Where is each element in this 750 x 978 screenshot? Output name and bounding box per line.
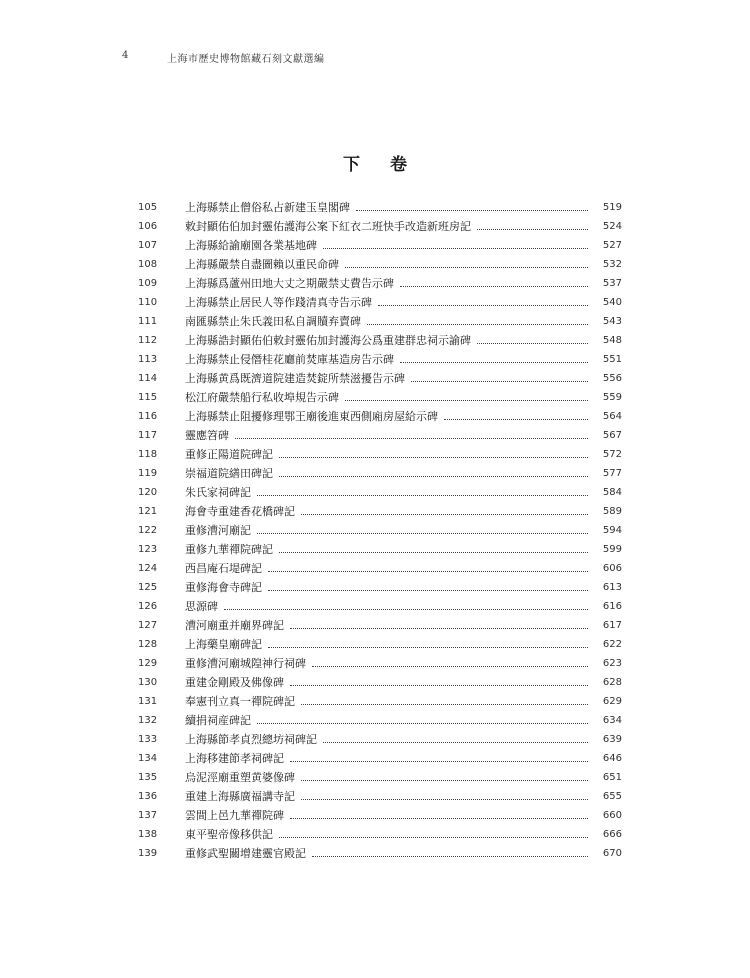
toc-dot-leader	[301, 703, 588, 705]
toc-entry-page: 527	[602, 240, 622, 251]
toc-entry-number: 122	[138, 525, 158, 536]
toc-entry-page: 628	[602, 677, 622, 688]
toc-entry-title: 續捐祠産碑記	[185, 714, 251, 727]
toc-entry	[138, 198, 622, 217]
toc-entry-number: 135	[138, 772, 158, 783]
toc-dot-leader	[477, 342, 588, 344]
toc-entry-number: 127	[138, 620, 158, 631]
toc-entry-title: 重建金剛殿及佛像碑	[185, 676, 284, 689]
toc-dot-leader	[477, 228, 588, 230]
toc-entry	[138, 350, 622, 369]
toc-entry-number: 138	[138, 829, 158, 840]
toc-entry	[138, 673, 622, 692]
toc-entry-title: 重修海會寺碑記	[185, 581, 262, 594]
toc-entry	[138, 768, 622, 787]
toc-entry-number: 139	[138, 848, 158, 859]
toc-entry	[138, 578, 622, 597]
toc-dot-leader	[290, 684, 588, 686]
toc-entry	[138, 711, 622, 730]
toc-entry	[138, 312, 622, 331]
toc-entry-page: 613	[602, 582, 622, 593]
toc-entry-title: 上海縣嚴禁自盡圖賴以重民命碑	[185, 258, 339, 271]
toc-entry-number: 126	[138, 601, 158, 612]
toc-entry	[138, 749, 622, 768]
toc-entry-page: 617	[602, 620, 622, 631]
toc-entry-number: 110	[138, 297, 158, 308]
book-title: 上海市歷史博物館藏石刻文獻選編	[167, 54, 325, 65]
toc-entry-title: 敕封顯佑伯加封靈佑護海公案下紅衣二班快手改造新班房記	[185, 220, 471, 233]
toc-dot-leader	[257, 494, 588, 496]
toc-dot-leader	[279, 456, 588, 458]
toc-entry-number: 119	[138, 468, 158, 479]
toc-dot-leader	[356, 209, 588, 211]
toc-entry-number: 111	[138, 316, 158, 327]
toc-entry-title: 重修九華禪院碑記	[185, 543, 273, 556]
toc-dot-leader	[290, 817, 588, 819]
toc-dot-leader	[224, 608, 588, 610]
toc-entry-title: 烏泥涇廟重塑黄婆像碑	[185, 771, 295, 784]
toc-entry-number: 137	[138, 810, 158, 821]
toc-entry-page: 660	[602, 810, 622, 821]
toc-entry-number: 114	[138, 373, 158, 384]
toc-dot-leader	[411, 380, 588, 382]
toc-entry	[138, 635, 622, 654]
section-title-char-2: 卷	[390, 155, 407, 175]
toc-entry	[138, 274, 622, 293]
toc-entry-page: 559	[602, 392, 622, 403]
toc-dot-leader	[268, 646, 588, 648]
toc-entry-page: 577	[602, 468, 622, 479]
toc-entry-page: 629	[602, 696, 622, 707]
toc-entry-number: 134	[138, 753, 158, 764]
toc-entry-number: 118	[138, 449, 158, 460]
toc-entry	[138, 692, 622, 711]
toc-entry-number: 125	[138, 582, 158, 593]
toc-entry-number: 112	[138, 335, 158, 346]
toc-dot-leader	[268, 570, 588, 572]
toc-dot-leader	[279, 551, 588, 553]
toc-entry-page: 551	[602, 354, 622, 365]
toc-entry-page: 519	[602, 202, 622, 213]
toc-entry	[138, 464, 622, 483]
toc-entry-title: 上海藥皇廟碑記	[185, 638, 262, 651]
toc-entry	[138, 331, 622, 350]
toc-dot-leader	[279, 475, 588, 477]
toc-entry	[138, 559, 622, 578]
toc-entry-number: 120	[138, 487, 158, 498]
toc-entry-number: 108	[138, 259, 158, 270]
toc-entry-number: 131	[138, 696, 158, 707]
toc-entry-title: 上海縣給諭廟園各業基地碑	[185, 239, 317, 252]
table-of-contents	[138, 198, 622, 863]
toc-entry	[138, 236, 622, 255]
toc-entry-title: 上海移建節孝祠碑記	[185, 752, 284, 765]
toc-dot-leader	[235, 437, 588, 439]
toc-entry-title: 東平聖帝像移供記	[185, 828, 273, 841]
toc-dot-leader	[301, 513, 588, 515]
section-title-char-1: 下	[343, 155, 360, 175]
toc-entry	[138, 844, 622, 863]
toc-entry	[138, 787, 622, 806]
toc-entry-page: 537	[602, 278, 622, 289]
toc-entry-title: 上海縣爲蘆州田地大丈之期嚴禁丈費告示碑	[185, 277, 394, 290]
toc-entry-title: 雲間上邑九華禪院碑	[185, 809, 284, 822]
toc-entry-number: 124	[138, 563, 158, 574]
toc-entry-title: 重修漕河廟記	[185, 524, 251, 537]
toc-entry-page: 616	[602, 601, 622, 612]
toc-entry-page: 543	[602, 316, 622, 327]
section-title	[0, 150, 750, 175]
toc-entry-title: 重建上海縣廣福講寺記	[185, 790, 295, 803]
toc-entry-number: 116	[138, 411, 158, 422]
toc-entry	[138, 255, 622, 274]
toc-entry-number: 121	[138, 506, 158, 517]
toc-entry	[138, 445, 622, 464]
toc-entry-title: 松江府嚴禁船行私收埠規告示碑	[185, 391, 339, 404]
toc-dot-leader	[312, 665, 588, 667]
toc-entry-title: 上海縣黄爲既濟道院建造焚錠所禁滋擾告示碑	[185, 372, 405, 385]
toc-entry-title: 奉憲刊立真一禪院碑記	[185, 695, 295, 708]
toc-dot-leader	[290, 627, 588, 629]
toc-entry-number: 132	[138, 715, 158, 726]
toc-entry-page: 622	[602, 639, 622, 650]
toc-entry	[138, 521, 622, 540]
toc-entry-title: 上海縣禁止居民人等作踐清真寺告示碑	[185, 296, 372, 309]
toc-entry-page: 606	[602, 563, 622, 574]
toc-entry-page: 589	[602, 506, 622, 517]
toc-entry-title: 重修武聖關增建靈官殿記	[185, 847, 306, 860]
toc-entry-number: 123	[138, 544, 158, 555]
toc-entry-page: 639	[602, 734, 622, 745]
toc-entry-number: 130	[138, 677, 158, 688]
toc-entry-title: 重修正陽道院碑記	[185, 448, 273, 461]
toc-entry-number: 109	[138, 278, 158, 289]
toc-entry-page: 670	[602, 848, 622, 859]
page-number: 4	[122, 50, 129, 61]
toc-entry	[138, 616, 622, 635]
toc-entry-page: 634	[602, 715, 622, 726]
toc-entry	[138, 426, 622, 445]
toc-entry-page: 567	[602, 430, 622, 441]
toc-entry-number: 136	[138, 791, 158, 802]
toc-entry-page: 666	[602, 829, 622, 840]
toc-dot-leader	[268, 589, 588, 591]
toc-entry-page: 655	[602, 791, 622, 802]
toc-entry-page: 540	[602, 297, 622, 308]
toc-dot-leader	[400, 361, 588, 363]
toc-entry-number: 128	[138, 639, 158, 650]
toc-entry-number: 117	[138, 430, 158, 441]
toc-entry-number: 105	[138, 202, 158, 213]
toc-entry	[138, 654, 622, 673]
toc-dot-leader	[301, 798, 588, 800]
toc-entry-number: 113	[138, 354, 158, 365]
toc-entry-title: 西昌庵石堤碑記	[185, 562, 262, 575]
toc-entry	[138, 388, 622, 407]
toc-entry	[138, 730, 622, 749]
toc-entry-page: 564	[602, 411, 622, 422]
toc-entry	[138, 597, 622, 616]
toc-entry-page: 599	[602, 544, 622, 555]
toc-entry-page: 623	[602, 658, 622, 669]
toc-entry	[138, 502, 622, 521]
toc-entry-title: 思源碑	[185, 600, 218, 613]
toc-entry-title: 朱氏家祠碑記	[185, 486, 251, 499]
toc-entry	[138, 825, 622, 844]
toc-entry-page: 584	[602, 487, 622, 498]
toc-dot-leader	[367, 323, 588, 325]
toc-dot-leader	[400, 285, 588, 287]
toc-dot-leader	[312, 855, 588, 857]
toc-entry-title: 海會寺重建香花橋碑記	[185, 505, 295, 518]
toc-entry-number: 129	[138, 658, 158, 669]
toc-entry	[138, 293, 622, 312]
toc-dot-leader	[444, 418, 588, 420]
toc-entry-title: 上海縣禁止僧俗私占新建玉皇閣碑	[185, 201, 350, 214]
toc-entry-page: 646	[602, 753, 622, 764]
toc-dot-leader	[279, 836, 588, 838]
toc-entry-page: 524	[602, 221, 622, 232]
toc-entry-page: 532	[602, 259, 622, 270]
toc-entry-page: 594	[602, 525, 622, 536]
toc-entry	[138, 806, 622, 825]
toc-entry-title: 崇福道院繕田碑記	[185, 467, 273, 480]
toc-dot-leader	[257, 722, 588, 724]
toc-entry-title: 上海縣誥封顯佑伯敕封靈佑加封護海公爲重建群忠祠示諭碑	[185, 334, 471, 347]
toc-entry-title: 上海縣禁止阻擾修理鄂王廟後進東西側廂房屋給示碑	[185, 410, 438, 423]
toc-entry-title: 重修漕河廟城隍神行祠碑	[185, 657, 306, 670]
toc-entry-title: 靈應笤碑	[185, 429, 229, 442]
toc-dot-leader	[323, 247, 588, 249]
toc-entry	[138, 407, 622, 426]
toc-entry	[138, 540, 622, 559]
toc-entry-number: 115	[138, 392, 158, 403]
toc-entry-page: 548	[602, 335, 622, 346]
toc-dot-leader	[345, 399, 588, 401]
toc-entry-page: 556	[602, 373, 622, 384]
toc-entry-number: 133	[138, 734, 158, 745]
toc-entry-number: 107	[138, 240, 158, 251]
toc-dot-leader	[257, 532, 588, 534]
toc-entry-title: 上海縣節孝貞烈總坊祠碑記	[185, 733, 317, 746]
toc-entry-title: 上海縣禁止侵僭桂花廳前焚庫基造房告示碑	[185, 353, 394, 366]
toc-entry-title: 南匯縣禁止朱氏義田私自調贖弃賣碑	[185, 315, 361, 328]
toc-entry	[138, 217, 622, 236]
toc-entry-number: 106	[138, 221, 158, 232]
toc-entry	[138, 369, 622, 388]
toc-dot-leader	[378, 304, 588, 306]
toc-entry	[138, 483, 622, 502]
toc-entry-page: 651	[602, 772, 622, 783]
toc-dot-leader	[290, 760, 588, 762]
toc-entry-page: 572	[602, 449, 622, 460]
toc-dot-leader	[301, 779, 588, 781]
toc-dot-leader	[323, 741, 588, 743]
toc-entry-title: 漕河廟重并廟界碑記	[185, 619, 284, 632]
toc-dot-leader	[345, 266, 588, 268]
